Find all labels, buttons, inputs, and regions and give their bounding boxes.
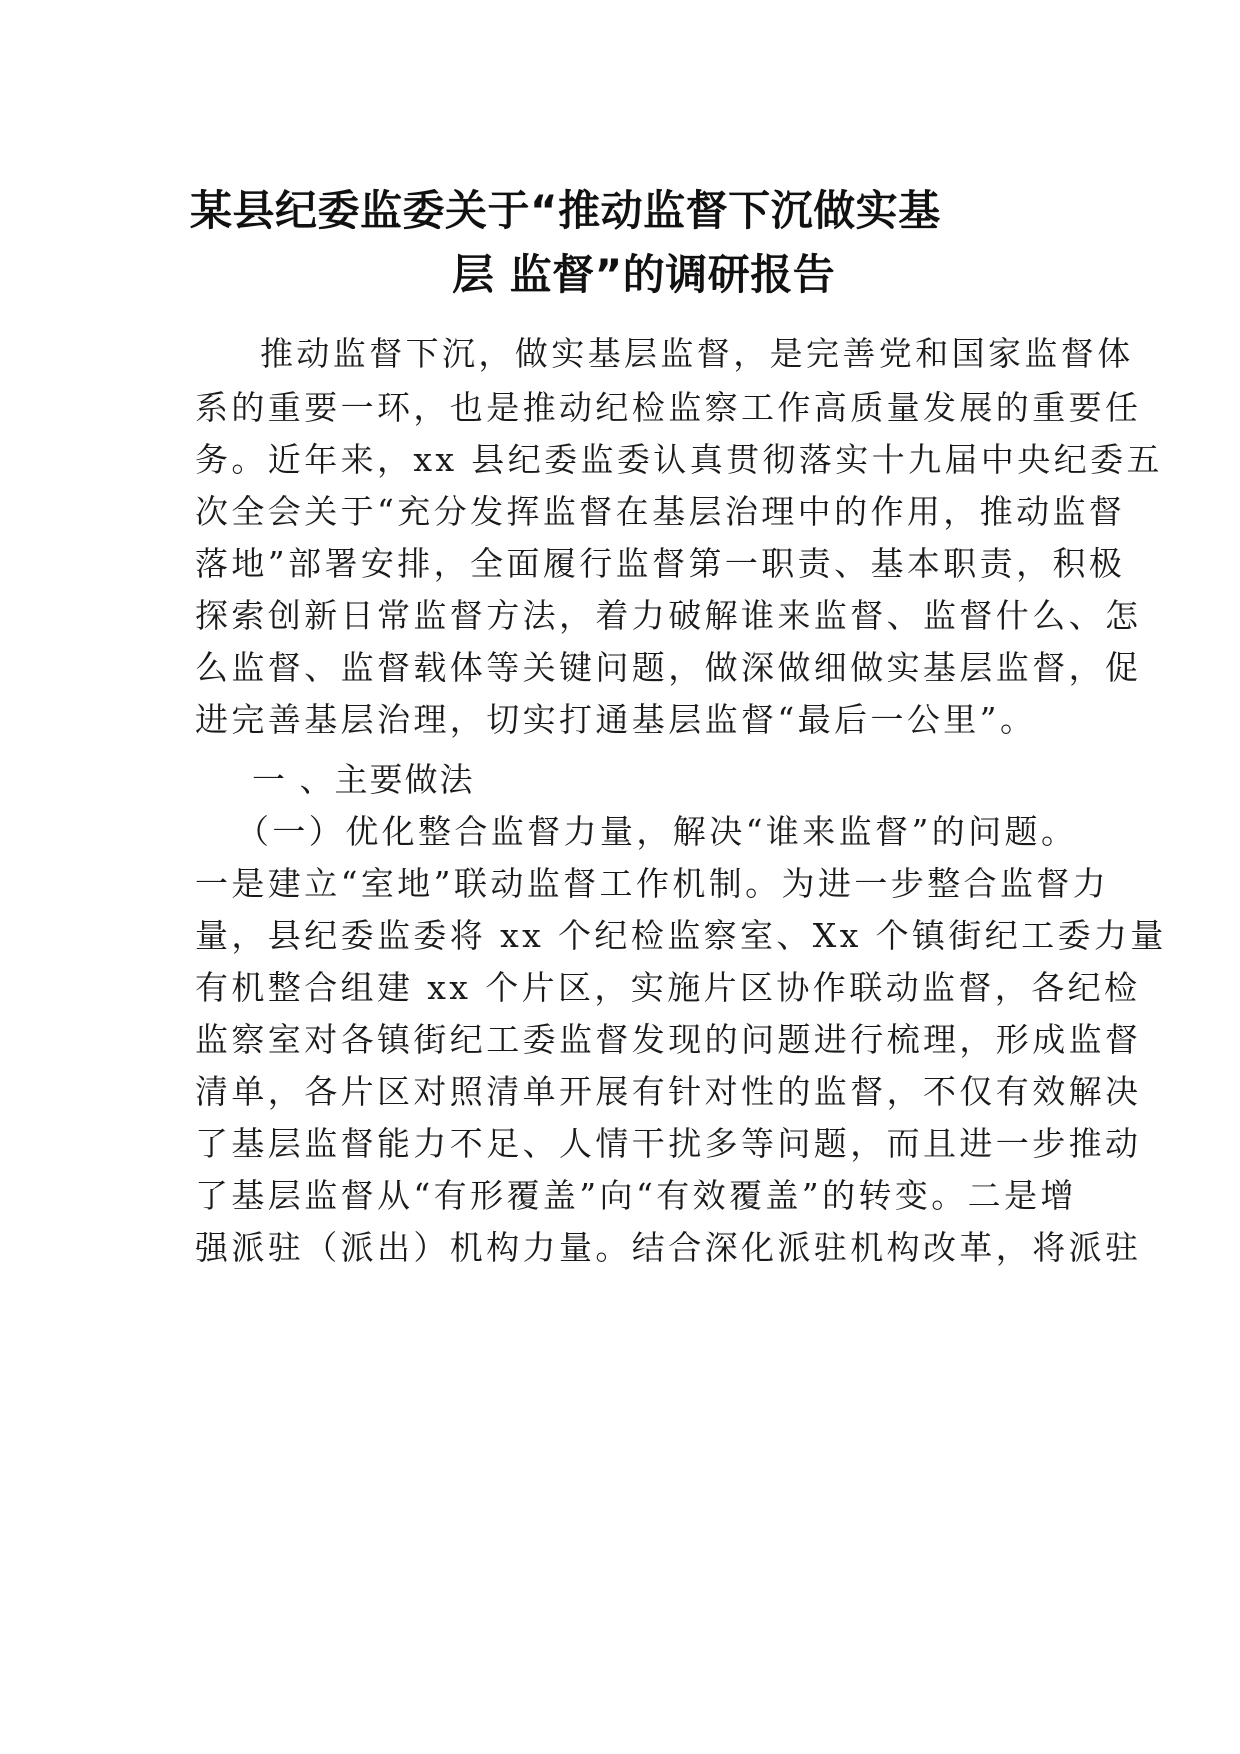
paragraph-line: 一是建立“室地”联动监督工作机制。为进一步整合监督力: [195, 864, 1110, 903]
paragraph-line: 量，县纪委监委将 xx 个纪检监察室、Xx 个镇街纪工委力量: [195, 916, 1167, 955]
paragraph-line: 探索创新日常监督方法，着力破解谁来监督、监督什么、怎: [195, 596, 1142, 635]
paragraph-line: 推动监督下沉，做实基层监督，是完善党和国家监督体: [260, 334, 1134, 373]
paragraph-line: 系的重要一环，也是推动纪检监察工作高质量发展的重要任: [195, 388, 1142, 427]
paragraph-line: 了基层监督能力不足、人情干扰多等问题，而且进一步推动: [195, 1124, 1142, 1163]
paragraph-line: 落地”部署安排，全面履行监督第一职责、基本职责，积极: [195, 544, 1126, 583]
paragraph-line: 监察室对各镇街纪工委监督发现的问题进行梳理，形成监督: [195, 1020, 1142, 1059]
paragraph-line: 强派驻（派出）机构力量。结合深化派驻机构改革，将派驻: [195, 1228, 1142, 1267]
paragraph-line: 么监督、监督载体等关键问题，做深做细做实基层监督，促: [195, 648, 1142, 687]
paragraph-line: 清单，各片区对照清单开展有针对性的监督，不仅有效解决: [195, 1072, 1142, 1111]
paragraph-line: 次全会关于“充分发挥监督在基层治理中的作用，推动监督: [195, 492, 1126, 531]
section-heading: 一 、主要做法: [252, 760, 475, 799]
paragraph-line: 务。近年来，xx 县纪委监委认真贯彻落实十九届中央纪委五: [195, 440, 1163, 479]
title-line-2: 层 监督”的调研报告: [452, 250, 836, 299]
paragraph-line: 进完善基层治理，切实打通基层监督“最后一公里”。: [195, 700, 1037, 739]
subsection-heading: （一）优化整合监督力量，解决“谁来监督”的问题。: [236, 812, 1078, 851]
title-line-1: 某县纪委监委关于“推动监督下沉做实基: [190, 186, 941, 235]
paragraph-line: 有机整合组建 xx 个片区，实施片区协作联动监督，各纪检: [195, 968, 1141, 1007]
paragraph-line: 了基层监督从“有形覆盖”向“有效覆盖”的转变。二是增: [195, 1176, 1077, 1215]
